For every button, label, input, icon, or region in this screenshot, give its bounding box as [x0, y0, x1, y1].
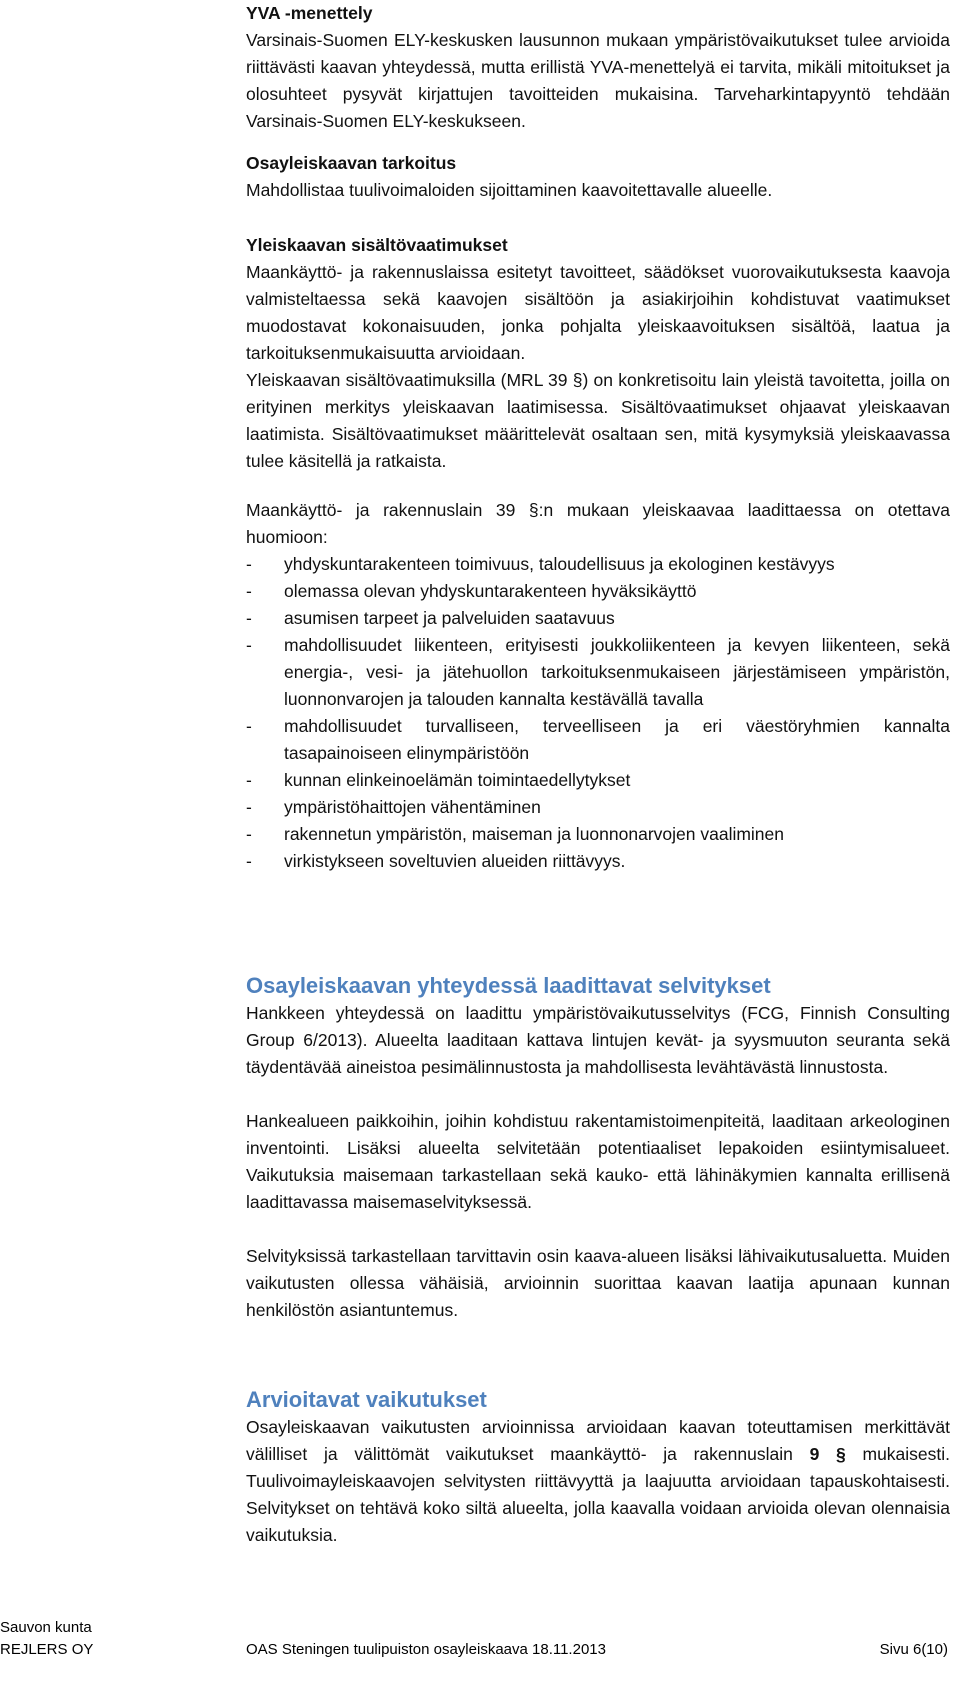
surveys-section — [246, 972, 950, 1324]
impacts-section — [246, 1386, 950, 1549]
yva-heading: YVA -menettely — [246, 3, 373, 23]
yva-text: Varsinais-Suomen ELY-keskusken lausunnon mukaan ympäristövaikutukset tulee arvioida riittävästi kaavan yhteydessä, mutta erillistä YVA-menettelyä ei tarvita, mikäli mitoitukset ja olosuhteet pysyvät kirjattujen tavoitteiden mukaisina. Tarveharkintapyyntö tehdään Varsinais-Suomen ELY-keskukseen. — [246, 30, 950, 131]
dash-bullet: - — [246, 581, 252, 601]
content-requirements-paragraph-2: Yleiskaavan sisältövaatimuksilla (MRL 39 §) on konkretisoitu lain yleistä tavoitetta, joilla on erityinen merkitys yleiskaavan laatimisessa. Sisältövaatimukset ohjaavat yleiskaavan laatimista. Sisältövaatimukset määrittelevät osaltaan sen, mitä kysymyksiä yleiskaavassa tulee käsitellä ja ratkaista. — [246, 370, 950, 471]
dash-bullet: - — [246, 797, 252, 817]
list-item: - virkistykseen soveltuvien alueiden riittävyys. — [246, 848, 950, 875]
dash-bullet: - — [246, 608, 252, 628]
dash-bullet: - — [246, 716, 252, 736]
list-item: - mahdollisuudet liikenteen, erityisesti joukkoliikenteen ja kevyen liikenteen, sekä energia-, vesi- ja jätehuollon tarkoituksenmukaiseen järjestämiseen ympäristön, luonnonvarojen ja talouden kannalta kestävällä tavalla — [246, 632, 950, 713]
impacts-heading: Arvioitavat vaikutukset — [246, 1387, 487, 1412]
dash-bullet: - — [246, 635, 252, 655]
purpose-section — [246, 150, 950, 204]
footer-municipality: Sauvon kunta — [0, 1619, 92, 1636]
section-reference: 9 § — [809, 1444, 846, 1464]
list-item: - mahdollisuudet turvalliseen, terveelliseen ja eri väestöryhmien kannalta tasapainoiseen elinympäristöön — [246, 713, 950, 767]
mrl39-list — [246, 551, 950, 875]
surveys-heading: Osayleiskaavan yhteydessä laadittavat selvitykset — [246, 973, 771, 998]
mrl39-intro: Maankäyttö- ja rakennuslain 39 §:n mukaan yleiskaavaa laadittaessa on otettava huomioon: — [246, 500, 950, 547]
surveys-paragraph-3: Selvityksissä tarkastellaan tarvittavin osin kaava-alueen lisäksi lähivaikutusaluetta. Muiden vaikutusten ollessa vähäisiä, arvioinnin suorittaa kaavan laatija apunaan kunnan henkilöstön asiantuntemus. — [246, 1246, 950, 1320]
purpose-heading: Osayleiskaavan tarkoitus — [246, 153, 457, 173]
footer-page-number: Sivu 6(10) — [879, 1641, 948, 1658]
surveys-paragraph-1: Hankkeen yhteydessä on laadittu ympäristövaikutusselvitys (FCG, Finnish Consulting Group 6/2013). Alueelta laaditaan kattava lintujen kevät- ja syysmuuton seuranta sekä täydentävää aineistoa pesimälinnustosta ja mahdollisesta levähtävästä linnustosta. — [246, 1003, 950, 1077]
footer-document-title: OAS Steningen tuulipuiston osayleiskaava 18.11.2013 — [246, 1641, 606, 1658]
list-item: - asumisen tarpeet ja palveluiden saatavuus — [246, 605, 950, 632]
dash-bullet: - — [246, 851, 252, 871]
content-requirements-paragraph-1: Maankäyttö- ja rakennuslaissa esitetyt tavoitteet, säädökset vuorovaikutuksesta kaavoja valmisteltaessa sekä kaavojen sisältöön ja asiakirjoihin kohdistuvat vaatimukset muodostavat kokonaisuuden, jonka pohjalta yleiskaavoituksen sisältöä, laatua ja tarkoituksenmukaisuutta arvioidaan. — [246, 262, 950, 363]
content-requirements-section — [246, 232, 950, 475]
surveys-paragraph-2: Hankealueen paikkoihin, joihin kohdistuu rakentamistoimenpiteitä, laaditaan arkeologinen inventointi. Lisäksi alueelta selvitetään potentiaaliset lepakoiden esiintymisalueet. Vaikutuksia maisemaan tarkastellaan sekä kauko- että lähinäkymien kannalta erillisenä laadittavassa maisemaselvityksessä. — [246, 1111, 950, 1212]
content-requirements-heading: Yleiskaavan sisältövaatimukset — [246, 235, 508, 255]
list-item: - kunnan elinkeinoelämän toimintaedellytykset — [246, 767, 950, 794]
purpose-text: Mahdollistaa tuulivoimaloiden sijoittaminen kaavoitettavalle alueelle. — [246, 180, 773, 200]
footer-company: REJLERS OY — [0, 1641, 94, 1658]
list-item: - olemassa olevan yhdyskuntarakenteen hyväksikäyttö — [246, 578, 950, 605]
dash-bullet: - — [246, 554, 252, 574]
dash-bullet: - — [246, 770, 252, 790]
dash-bullet: - — [246, 824, 252, 844]
list-item: - ympäristöhaittojen vähentäminen — [246, 794, 950, 821]
mrl39-section — [246, 497, 950, 875]
yva-section — [246, 0, 950, 135]
list-item: - yhdyskuntarakenteen toimivuus, taloudellisuus ja ekologinen kestävyys — [246, 551, 950, 578]
impacts-paragraph: Osayleiskaavan vaikutusten arvioinnissa arvioidaan kaavan toteuttamisen merkittävät välilliset ja välittömät vaikutukset maankäyttö- ja rakennuslain 9 § mukaisesti. Tuulivoimayleiskaavojen selvitysten riittävyyttä ja laajuutta arvioidaan tapauskohtaisesti. Selvitykset on tehtävä koko siltä alueelta, jolla kaavalla voidaan arvioida olevan olennaisia vaikutuksia. — [246, 1417, 951, 1545]
list-item: - rakennetun ympäristön, maiseman ja luonnonarvojen vaaliminen — [246, 821, 950, 848]
